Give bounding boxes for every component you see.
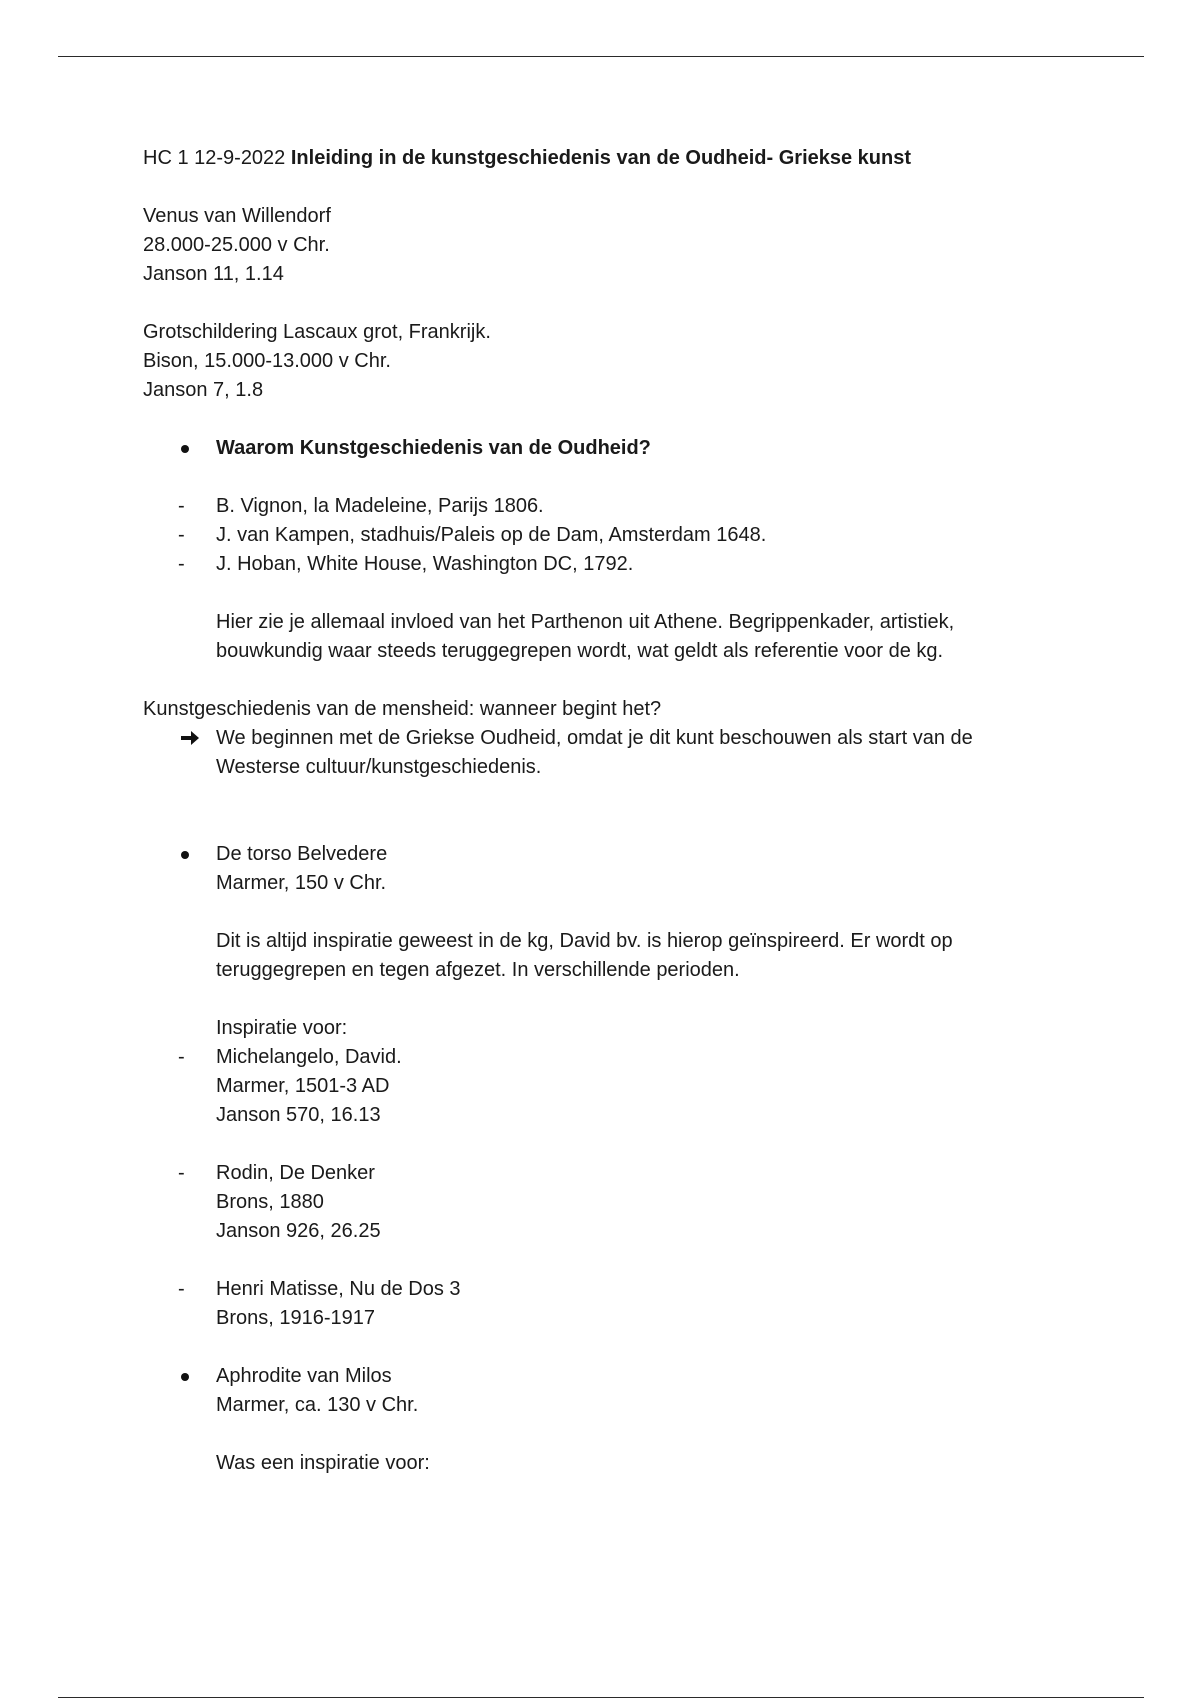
lascaux-name: Grotschildering Lascaux grot, Frankrijk. (143, 321, 491, 343)
document-page (143, 144, 1063, 1478)
why-question: Waarom Kunstgeschiedenis van de Oudheid? (216, 437, 651, 459)
matisse-material: Brons, 1916-1917 (216, 1307, 376, 1329)
david-ref: Janson 570, 16.13 (216, 1104, 381, 1126)
torso-name: De torso Belvedere (216, 843, 388, 865)
why-example-1: B. Vignon, la Madeleine, Parijs 1806. (216, 495, 544, 517)
dash-marker: - (178, 495, 185, 517)
page-top-rule (58, 56, 1144, 57)
dash-marker: - (178, 1046, 185, 1068)
denker-material: Brons, 1880 (216, 1191, 324, 1213)
torso-inspiration-label: Inspiratie voor: (216, 1017, 348, 1039)
why-bullet-item (143, 434, 1063, 463)
matisse-title: Henri Matisse, Nu de Dos 3 (216, 1278, 461, 1300)
aphrodite-bullet-item (143, 1362, 1063, 1391)
torso-bullet-item (143, 840, 1063, 869)
venus-name: Venus van Willendorf (143, 205, 331, 227)
venus-date: 28.000-25.000 v Chr. (143, 234, 330, 256)
aphrodite-name: Aphrodite van Milos (216, 1365, 392, 1387)
arrow-right-icon (180, 729, 200, 747)
bullet-icon (181, 1373, 189, 1381)
lascaux-date: Bison, 15.000-13.000 v Chr. (143, 350, 391, 372)
list-item (143, 550, 1063, 579)
david-title: Michelangelo, David. (216, 1046, 402, 1068)
dash-marker: - (178, 1278, 185, 1300)
why-note-line-1: Hier zie je allemaal invloed van het Parthenon uit Athene. Begrippenkader, artistiek, (216, 611, 955, 633)
why-note-line-2: bouwkundig waar steeds teruggegrepen wordt, wat geldt als referentie voor de kg. (216, 640, 944, 662)
heading-prefix: HC 1 12-9-2022 (143, 147, 291, 169)
document-heading (143, 144, 1063, 173)
start-answer-item (143, 724, 1063, 753)
bullet-icon (181, 445, 189, 453)
heading-title: Inleiding in de kunstgeschiedenis van de Oudheid- Griekse kunst (290, 147, 912, 169)
david-material: Marmer, 1501-3 AD (216, 1075, 390, 1097)
aphrodite-note: Was een inspiratie voor: (216, 1452, 430, 1474)
torso-note-line-2: teruggegrepen en tegen afgezet. In verschillende perioden. (216, 959, 740, 981)
torso-note-line-1: Dit is altijd inspiratie geweest in de kg, David bv. is hierop geïnspireerd. Er wordt op (216, 930, 953, 952)
lascaux-ref: Janson 7, 1.8 (143, 379, 264, 401)
dash-marker: - (178, 524, 185, 546)
aphrodite-material: Marmer, ca. 130 v Chr. (216, 1394, 419, 1416)
page-bottom-rule (58, 1697, 1144, 1698)
list-item (143, 1159, 1063, 1188)
list-item (143, 1275, 1063, 1304)
dash-marker: - (178, 1162, 185, 1184)
dash-marker: - (178, 553, 185, 575)
list-item (143, 1043, 1063, 1072)
why-example-3: J. Hoban, White House, Washington DC, 1792. (216, 553, 634, 575)
start-question: Kunstgeschiedenis van de mensheid: wanneer begint het? (143, 698, 662, 720)
denker-ref: Janson 926, 26.25 (216, 1220, 381, 1242)
venus-ref: Janson 11, 1.14 (143, 263, 284, 285)
start-answer-line-2: Westerse cultuur/kunstgeschiedenis. (216, 756, 542, 778)
list-item (143, 521, 1063, 550)
start-answer-line-1: We beginnen met de Griekse Oudheid, omdat je dit kunt beschouwen als start van de (216, 727, 973, 749)
torso-material: Marmer, 150 v Chr. (216, 872, 387, 894)
why-example-2: J. van Kampen, stadhuis/Paleis op de Dam, Amsterdam 1648. (216, 524, 767, 546)
list-item (143, 492, 1063, 521)
denker-title: Rodin, De Denker (216, 1162, 375, 1184)
bullet-icon (181, 851, 189, 859)
